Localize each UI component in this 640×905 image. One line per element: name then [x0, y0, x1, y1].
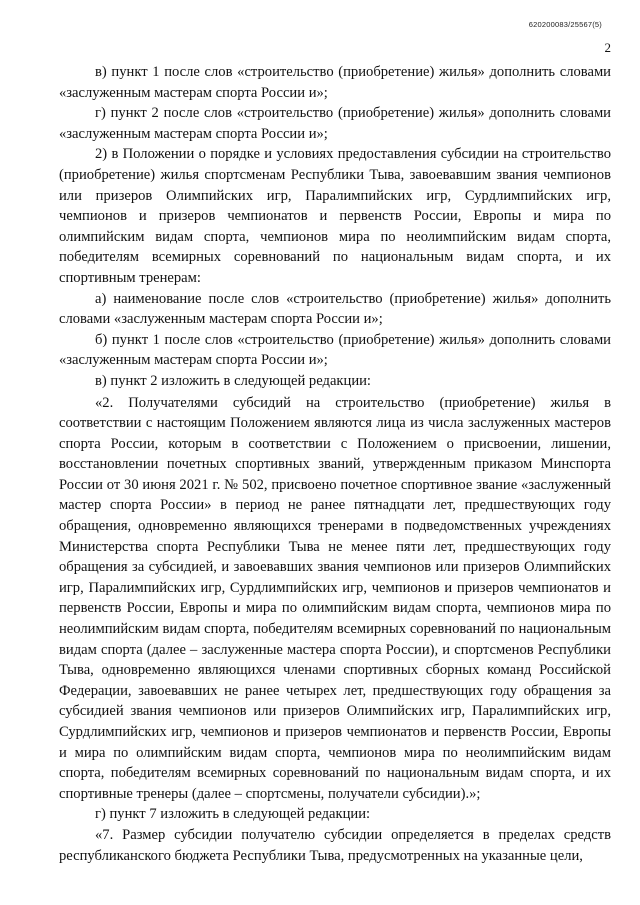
document-body: [59, 62, 611, 866]
paragraph-g-punkt-7-intro: г) пункт 7 изложить в следующей редакции:: [95, 806, 371, 823]
paragraph-punkt-7-text: «7. Размер субсидии получателю субсидии определяется в пределах средств республиканского бюджета Республики Тыва, предусмотренных на указанные цели,: [59, 826, 611, 864]
paragraph-2-polozhenie: 2) в Положении о порядке и условиях предоставления субсидии на строительство (приобретение) жилья спортсменам Республики Тыва, завоевавшим звания чемпионов или призеров Олимпийских игр, Паралимпийских игр, Сурдлимпийских игр, чемпионов и призеров чемпионатов и первенств России, Европы и мира по олимпийским видам спорта, чемпионов мира по неолимпийским видам спорта, победителям всемирных соревнований по национальным видам спорта, и их спортивным тренерам:: [59, 146, 611, 286]
paragraph-v-punkt-2-intro: в) пункт 2 изложить в следующей редакции:: [95, 372, 371, 389]
paragraph-punkt-2-text: «2. Получателями субсидий на строительство (приобретение) жилья в соответствии с настоящим Положением являются лица из числа заслуженных мастеров спорта России, которым в соответствии с Положением о присвоении, лишении, восстановлении почетных спортивных званий, утвержденным приказом Минспорта России от 30 июня 2021 г. № 502, присвоено почетное спортивное звание «заслуженный мастер спорта России» в период не ранее пятнадцати лет, предшествующих году обращения, одновременно являющихся тренерами в подведомственных учреждениях Министерства спорта Республики Тыва не менее пяти лет, предшествующих году обращения за субсидией, и завоевавших звания чемпионов или призеров Олимпийских игр, Паралимпийских игр, Сурдлимпийских игр, чемпионов и призеров чемпионатов и первенств России, Европы и мира по олимпийским видам спорта, чемпионов мира по неолимпийским видам спорта, победителям всемирных соревнований по национальным видам спорта (далее – заслуженные мастера спорта России), и спортсменов Республики Тыва, одновременно являющихся членами спортивных сборных команд Российской Федерации, завоевавших не ранее четырех лет, предшествующих году обращения за субсидией звания чемпионов или призеров Олимпийских игр, Паралимпийских игр, Сурдлимпийских игр, чемпионов и призеров чемпионатов и первенств России, Европы и мира по олимпийским видам спорта, чемпионов мира по неолимпийским видам спорта, победителям всемирных соревнований по национальным видам спорта, и их спортивные тренеры (далее – спортсмены, получатели субсидии).»;: [59, 394, 611, 802]
paragraph-a-naimenovanie: а) наименование после слов «строительство (приобретение) жилья» дополнить словами «заслуженным мастерам спорта России и»;: [59, 290, 611, 328]
paragraph-v-punkt-1: в) пункт 1 после слов «строительство (приобретение) жилья» дополнить словами «заслуженным мастерам спорта России и»;: [59, 64, 611, 101]
document-id: 620200083/25567(5): [528, 20, 602, 29]
paragraph-b-punkt-1: б) пункт 1 после слов «строительство (приобретение) жилья» дополнить словами «заслуженным мастерам спорта России и»;: [59, 331, 611, 369]
paragraph-g-punkt-2: г) пункт 2 после слов «строительство (приобретение) жилья» дополнить словами «заслуженным мастерам спорта России и»;: [59, 105, 611, 142]
page-number: 2: [604, 40, 611, 55]
